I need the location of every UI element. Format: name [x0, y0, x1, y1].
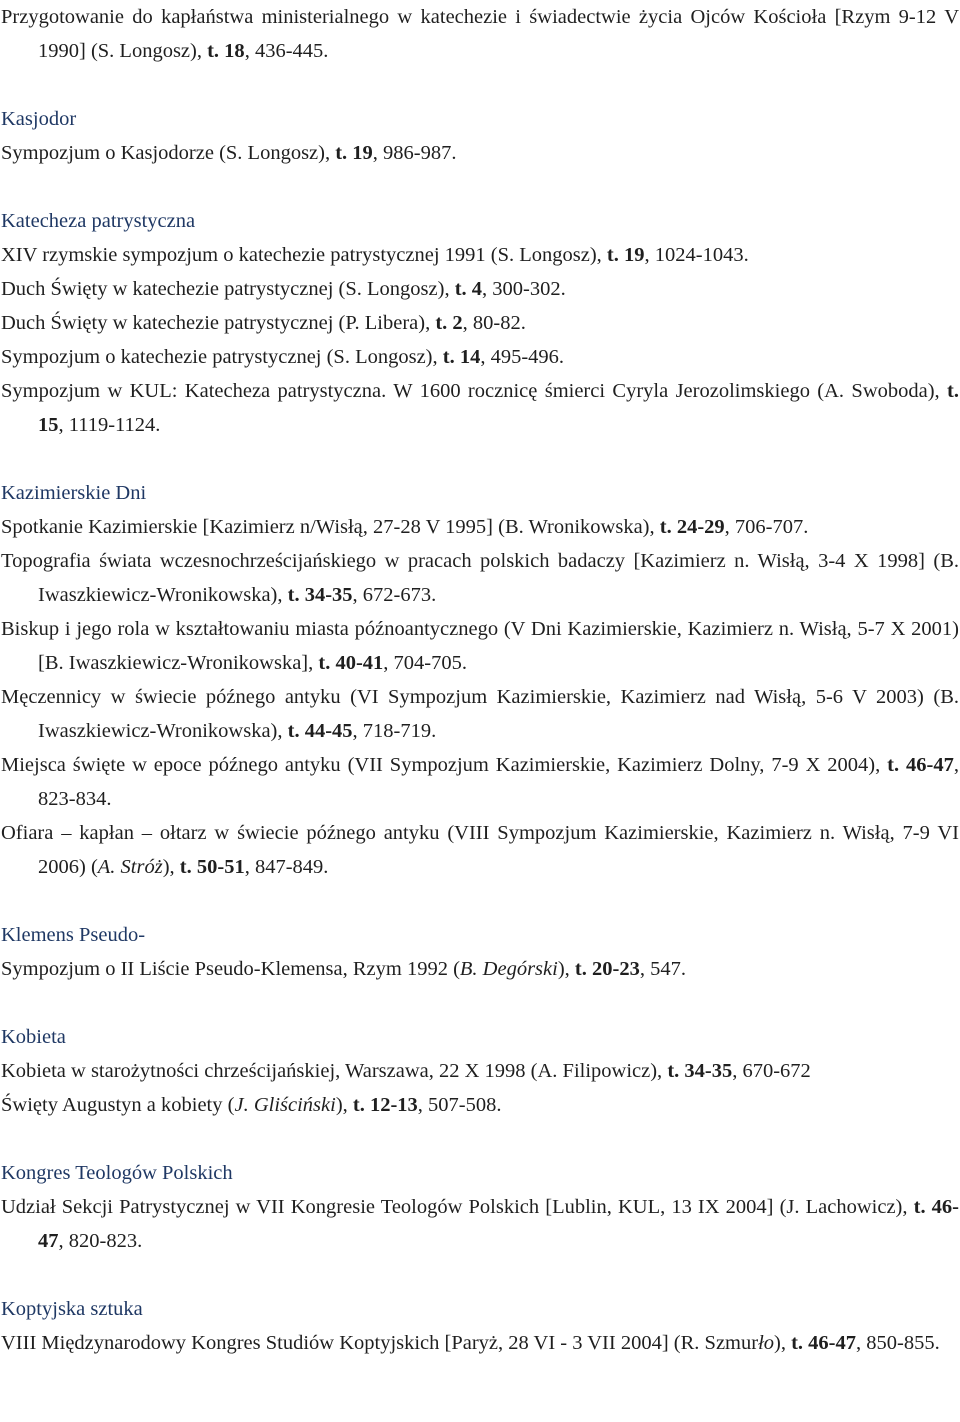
- section-heading: Katecheza patrystyczna: [1, 210, 196, 232]
- bibliography-entry: [1, 238, 959, 272]
- entry-author: ło: [758, 1332, 775, 1354]
- entry-pages: , 704-705.: [383, 652, 467, 674]
- section-heading: Kazimierskie Dni: [1, 482, 147, 504]
- entry-volume: t. 20-23: [574, 958, 640, 980]
- entry-title: Męczennicy w świecie późnego antyku (VI Sympozjum Kazimierskie, Kazimierz nad Wisłą, 5-6 V 2003) (B. Iwaszkiewicz-Wronikowska),: [1, 686, 959, 742]
- entry-volume: t. 50-51: [179, 856, 245, 878]
- bibliography-entry: [1, 272, 959, 306]
- entry-pages: , 547.: [639, 958, 686, 980]
- entry-title: Sympozjum w KUL: Katecheza patrystyczna. W 1600 rocznicę śmierci Cyryla Jerozolimskiego (A. Swoboda),: [1, 380, 948, 402]
- entry-title: Duch Święty w katechezie patrystycznej (P. Libera),: [1, 312, 436, 334]
- entry-volume: t. 40-41: [318, 652, 384, 674]
- bibliography-entry: [1, 340, 959, 374]
- bibliography-section: [1, 1156, 959, 1258]
- bibliography-entry: [1, 1088, 959, 1122]
- bibliography-section: [1, 1292, 959, 1360]
- entry-author: A. Stróż: [97, 856, 163, 878]
- entry-pages: , 436-445.: [244, 40, 329, 62]
- entry-pages: , 718-719.: [352, 720, 437, 742]
- entry-title: Udział Sekcji Patrystycznej w VII Kongresie Teologów Polskich [Lublin, KUL, 13 IX 2004] (J. Lachowicz),: [1, 1196, 914, 1218]
- bibliography-entry: [1, 952, 959, 986]
- entry-title: Ofiara – kapłan – ołtarz w świecie późnego antyku (VIII Sympozjum Kazimierskie, Kazimierz n. Wisłą, 7-9 VI 2006) (: [1, 822, 959, 878]
- bibliography-section: [1, 918, 959, 986]
- entry-volume: t. 2: [435, 312, 463, 334]
- entry-volume: t. 18: [207, 40, 245, 62]
- entry-title: Kobieta w starożytności chrześcijańskiej, Warszawa, 22 X 1998 (A. Filipowicz),: [1, 1060, 668, 1082]
- entry-title: Topografia świata wczesnochrześcijańskiego w pracach polskich badaczy [Kazimierz n. Wisłą, 3-4 X 1998] (B. Iwaszkiewicz-Wronikowska),: [1, 550, 959, 606]
- bibliography-section: [1, 204, 959, 442]
- entry-volume: t. 44-45: [287, 720, 353, 742]
- entry-volume: t. 15: [38, 380, 959, 436]
- bibliography-entry: [1, 0, 959, 68]
- entry-volume: t. 14: [442, 346, 481, 368]
- bibliography-entry: [1, 374, 959, 442]
- entry-title: Sympozjum o katechezie patrystycznej (S. Longosz),: [1, 346, 443, 368]
- entry-pages: , 495-496.: [480, 346, 565, 368]
- entry-pages: , 850-855.: [856, 1332, 940, 1354]
- bibliography-entry: [1, 612, 959, 680]
- bibliography-document: [1, 0, 959, 1360]
- section-heading: Kongres Teologów Polskich: [1, 1162, 233, 1184]
- bibliography-entry: [1, 136, 959, 170]
- entry-volume: t. 4: [454, 278, 483, 300]
- bibliography-entry: [1, 510, 959, 544]
- entry-title: Sympozjum o II Liście Pseudo-Klemensa, Rzym 1992 (: [1, 958, 460, 980]
- entry-volume: t. 24-29: [659, 516, 725, 538]
- bibliography-entry: [1, 544, 959, 612]
- section-heading: Koptyjska sztuka: [1, 1298, 143, 1320]
- bibliography-section: [1, 0, 959, 68]
- bibliography-entry: [1, 816, 959, 884]
- entry-title: Biskup i jego rola w kształtowaniu miasta późnoantycznego (V Dni Kazimierskie, Kazimierz n. Wisłą, 5-7 X 2001) [B. Iwaszkiewicz-Wronikowska],: [1, 618, 959, 674]
- entry-title: Przygotowanie do kapłaństwa ministerialnego w katechezie i świadectwie życia Ojców Kościoła [Rzym 9-12 V 1990] (S. Longosz),: [1, 6, 959, 62]
- entry-volume: t. 46-47: [791, 1332, 856, 1354]
- entry-title: Święty Augustyn a kobiety (: [1, 1094, 235, 1116]
- bibliography-entry: [1, 306, 959, 340]
- bibliography-entry: [1, 1054, 959, 1088]
- entry-pages: , 820-823.: [58, 1230, 143, 1252]
- section-heading: Klemens Pseudo-: [1, 924, 146, 946]
- entry-pages: , 847-849.: [244, 856, 329, 878]
- entry-volume: t. 46-47: [887, 754, 954, 776]
- bibliography-entry: [1, 680, 959, 748]
- section-heading: Kobieta: [1, 1026, 66, 1048]
- entry-title: Miejsca święte w epoce późnego antyku (VII Sympozjum Kazimierskie, Kazimierz Dolny, 7-9 X 2004),: [1, 754, 888, 776]
- entry-pages: , 507-508.: [417, 1094, 502, 1116]
- entry-volume: t. 46-47: [38, 1196, 960, 1252]
- entry-volume: t. 34-35: [287, 584, 353, 606]
- entry-pages: , 80-82.: [462, 312, 526, 334]
- entry-author: J. Gliściński: [234, 1094, 336, 1116]
- entry-pages: , 1024-1043.: [644, 244, 749, 266]
- section-heading: Kasjodor: [1, 108, 77, 130]
- entry-pages: , 672-673.: [352, 584, 437, 606]
- entry-title: VIII Międzynarodowy Kongres Studiów Koptyjskich [Paryż, 28 VI - 3 VII 2004] (R. Szmur: [1, 1332, 759, 1354]
- entry-pages: , 986-987.: [372, 142, 457, 164]
- entry-pages: , 1119-1124.: [58, 414, 161, 436]
- entry-pages: , 300-302.: [482, 278, 566, 300]
- entry-volume: t. 12-13: [352, 1094, 418, 1116]
- entry-text-after: ),: [774, 1332, 792, 1354]
- entry-text-after: ),: [162, 856, 180, 878]
- entry-pages: , 823-834.: [38, 754, 959, 810]
- entry-title: Sympozjum o Kasjodorze (S. Longosz),: [1, 142, 336, 164]
- entry-volume: t. 19: [606, 244, 645, 266]
- entry-volume: t. 19: [335, 142, 373, 164]
- entry-title: Spotkanie Kazimierskie [Kazimierz n/Wisłą, 27-28 V 1995] (B. Wronikowska),: [1, 516, 660, 538]
- entry-text-after: ),: [335, 1094, 353, 1116]
- bibliography-section: [1, 102, 959, 170]
- entry-title: XIV rzymskie sympozjum o katechezie patrystycznej 1991 (S. Longosz),: [1, 244, 607, 266]
- entry-author: B. Degórski: [459, 958, 558, 980]
- bibliography-entry: [1, 748, 959, 816]
- bibliography-section: [1, 476, 959, 884]
- entry-pages: , 706-707.: [724, 516, 809, 538]
- entry-title: Duch Święty w katechezie patrystycznej (S. Longosz),: [1, 278, 455, 300]
- entry-pages: , 670-672: [732, 1060, 811, 1082]
- bibliography-entry: [1, 1190, 959, 1258]
- bibliography-entry: [1, 1326, 959, 1360]
- bibliography-section: [1, 1020, 959, 1122]
- entry-text-after: ),: [557, 958, 575, 980]
- entry-volume: t. 34-35: [667, 1060, 733, 1082]
